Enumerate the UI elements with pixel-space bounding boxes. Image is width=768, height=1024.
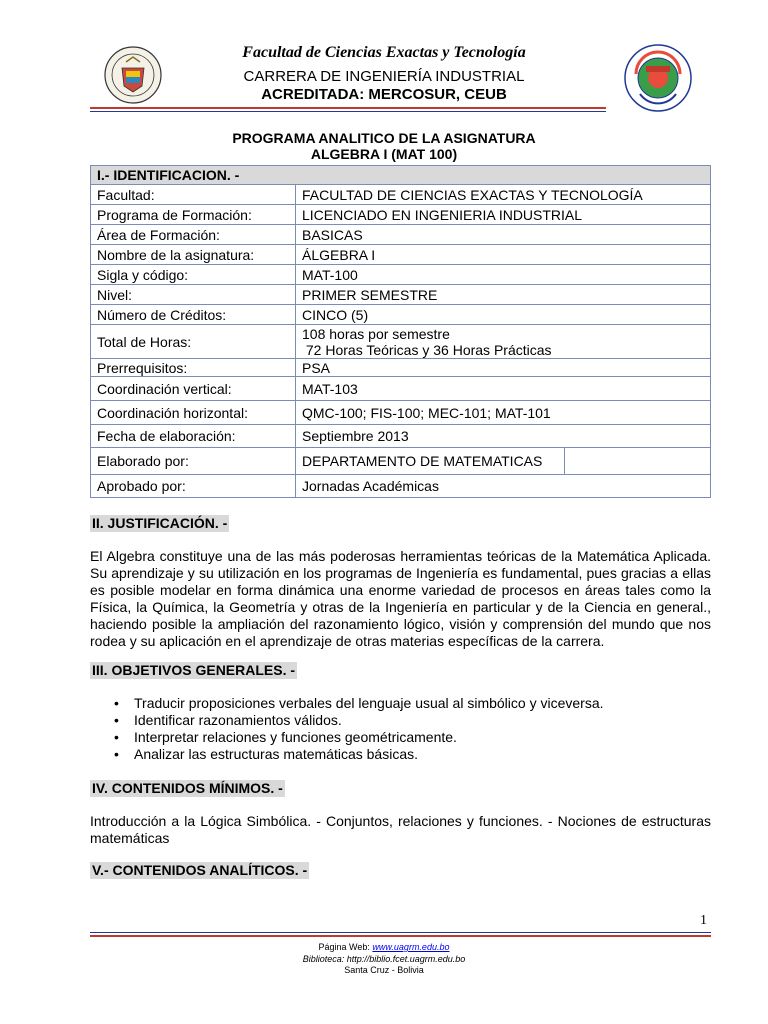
header-rule-red: [90, 107, 606, 109]
header-rule-blue: [90, 111, 606, 112]
footer-city: Santa Cruz - Bolivia: [344, 965, 424, 975]
row-label: Nivel:: [91, 285, 296, 305]
table-row: [91, 325, 711, 359]
table-row: [91, 205, 711, 225]
row-label: Nombre de la asignatura:: [91, 245, 296, 265]
table-row: [91, 185, 711, 205]
list-item: [104, 746, 604, 763]
web-label: Página Web: [318, 942, 368, 952]
career-name: CARRERA DE INGENIERÍA INDUSTRIAL: [243, 68, 525, 85]
footer-library: Biblioteca: http://biblio.fcet.uagrm.edu.bo: [302, 954, 466, 964]
empty-cell: [565, 448, 711, 475]
table-row: [91, 448, 711, 475]
identification-table: [90, 165, 711, 498]
program-title: [0, 130, 768, 162]
row-value: LICENCIADO EN INGENIERIA INDUSTRIAL: [296, 205, 711, 225]
objective-text: Interpretar relaciones y funciones geométricamente.: [134, 729, 457, 745]
row-value: BASICAS: [296, 225, 711, 245]
row-value: CINCO (5): [296, 305, 711, 325]
list-item: [104, 712, 604, 729]
row-label: Aprobado por:: [91, 475, 296, 498]
program-title-line1: PROGRAMA ANALITICO DE LA ASIGNATURA: [232, 130, 536, 146]
row-label: Programa de Formación:: [91, 205, 296, 225]
row-value: MAT-100: [296, 265, 711, 285]
table-row: [91, 425, 711, 448]
row-value: MAT-103: [296, 377, 711, 401]
table-row: [91, 377, 711, 401]
min-contents-heading: IV. CONTENIDOS MÍNIMOS. -: [92, 780, 283, 796]
footer-rule-blue: [90, 932, 711, 933]
table-row: [91, 245, 711, 265]
row-label: Elaborado por:: [91, 448, 296, 475]
table-row: [91, 475, 711, 498]
justification-heading: II. JUSTIFICACIÓN. -: [92, 515, 228, 531]
objectives-heading: III. OBJETIVOS GENERALES. -: [92, 662, 296, 678]
objective-text: Analizar las estructuras matemáticas básicas.: [134, 746, 418, 762]
table-row: [91, 305, 711, 325]
row-value: PRIMER SEMESTRE: [296, 285, 711, 305]
justification-text: El Algebra constituye una de las más poderosas herramientas teóricas de la Matemática Aplicada. Su aprendizaje y su utilización en los programas de Ingeniería es fundamental, pues gracias a ellas es posible modelar en forma dinámica una enorme variedad de procesos en áreas tales como la Física, la Química, la Geometría y otras de la Ingeniería en particular y de la Ciencia en general., haciendo posible la ampliación del razonamiento lógico, visión y comprensión del mundo que nos rodea y su aplicación en el aprendizaje de otras materias específicas de la carrera.: [90, 548, 711, 649]
bullet-icon: •: [114, 712, 119, 728]
objective-text: Traducir proposiciones verbales del lenguaje usual al simbólico y viceversa.: [134, 695, 604, 711]
web-colon: :: [367, 942, 373, 952]
table-row: [91, 225, 711, 245]
min-contents-text: Introducción a la Lógica Simbólica. - Conjuntos, relaciones y funciones. - Nociones de estructuras matemáticas: [90, 813, 711, 846]
row-label: Área de Formación:: [91, 225, 296, 245]
objective-text: Identificar razonamientos válidos.: [134, 712, 342, 728]
row-label: Fecha de elaboración:: [91, 425, 296, 448]
bullet-icon: •: [114, 729, 119, 745]
faculty-name: Facultad de Ciencias Exactas y Tecnología: [242, 44, 526, 61]
row-label: Facultad:: [91, 185, 296, 205]
row-value: FACULTAD DE CIENCIAS EXACTAS Y TECNOLOGÍA: [296, 185, 711, 205]
bullet-icon: •: [114, 746, 119, 762]
row-value: QMC-100; FIS-100; MEC-101; MAT-101: [296, 401, 711, 425]
table-row: [91, 265, 711, 285]
row-value: PSA: [296, 359, 711, 377]
table-row: [91, 285, 711, 305]
row-label: Total de Horas:: [91, 325, 296, 359]
row-label: Coordinación vertical:: [91, 377, 296, 401]
hours-breakdown: 72 Horas Teóricas y 36 Horas Prácticas: [302, 341, 552, 358]
row-label: Número de Créditos:: [91, 305, 296, 325]
row-value: [296, 325, 711, 359]
row-label: Coordinación horizontal:: [91, 401, 296, 425]
list-item: [104, 729, 604, 746]
row-label: Prerrequisitos:: [91, 359, 296, 377]
row-label: Sigla y código:: [91, 265, 296, 285]
accreditation: ACREDITADA: MERCOSUR, CEUB: [261, 86, 507, 103]
footer-web: [0, 942, 768, 953]
page-number: 1: [700, 913, 707, 928]
table-row: [91, 401, 711, 425]
analytic-contents-heading: V.- CONTENIDOS ANALÍTICOS. -: [92, 862, 308, 878]
hours-total: 108 horas por semestre: [302, 325, 450, 342]
row-value: Septiembre 2013: [296, 425, 711, 448]
web-link[interactable]: www.uagrm.edu.bo: [372, 942, 450, 952]
program-title-line2: ALGEBRA I (MAT 100): [310, 146, 458, 162]
list-item: [104, 695, 604, 712]
objectives-list: [104, 695, 604, 763]
row-value: DEPARTAMENTO DE MATEMATICAS: [296, 448, 565, 475]
table-row: [91, 359, 711, 377]
bullet-icon: •: [114, 695, 119, 711]
identification-heading: I.- IDENTIFICACION. -: [91, 166, 711, 185]
row-value: ÁLGEBRA I: [296, 245, 711, 265]
footer-rule-red: [90, 935, 711, 937]
row-value: Jornadas Académicas: [296, 475, 711, 498]
